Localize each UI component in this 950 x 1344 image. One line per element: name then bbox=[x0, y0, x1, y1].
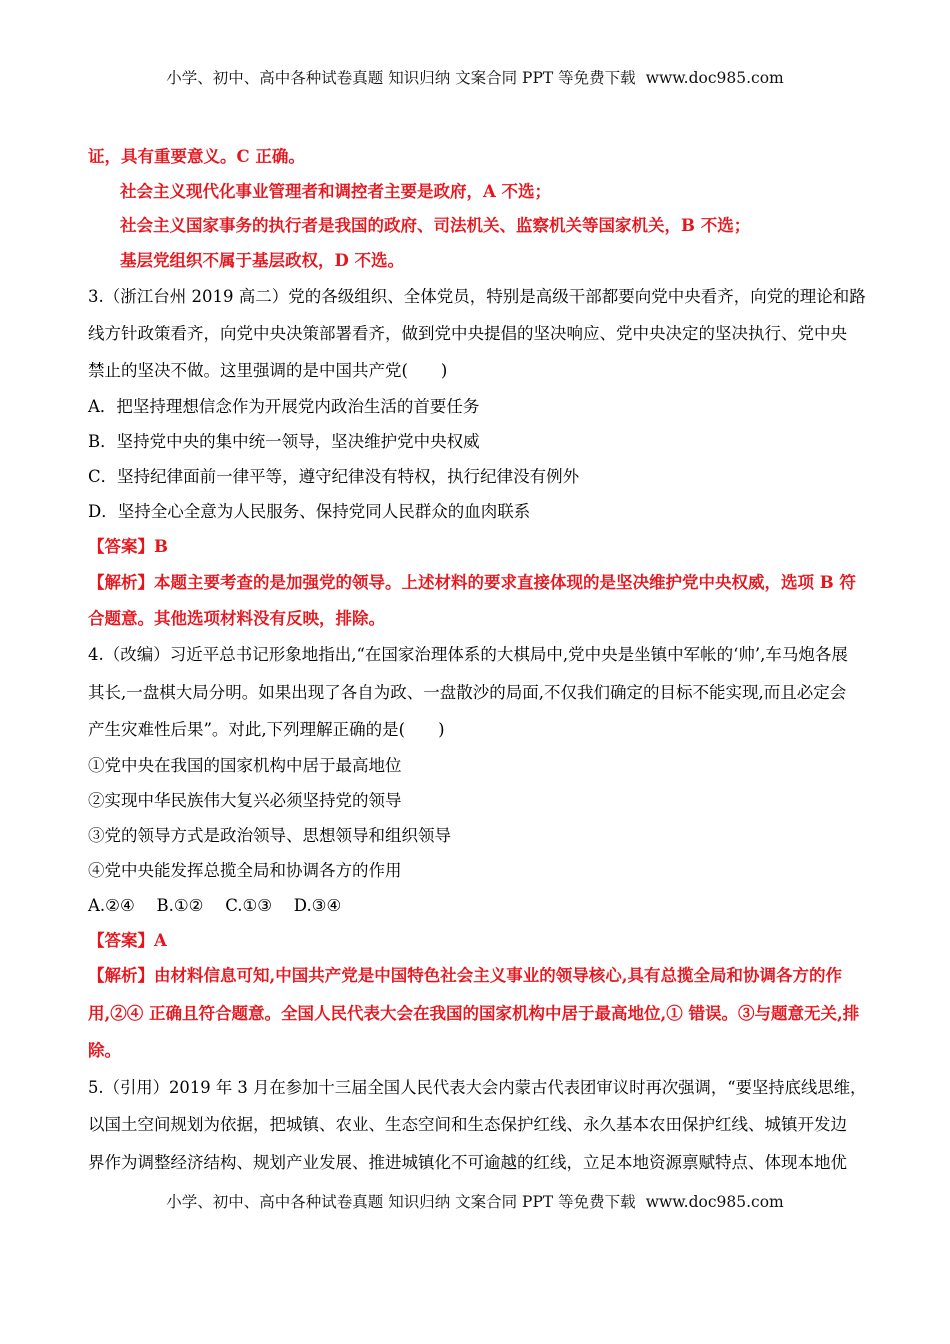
prev-analysis-line: 社会主义现代化事业管理者和调控者主要是政府，A 不选； bbox=[120, 182, 552, 201]
q4-analysis: 用,②④ 正确且符合题意。全国人民代表大会在我国的国家机构中居于最高地位,① 错误。③与题意无关,排 bbox=[88, 1004, 860, 1023]
footer-url[interactable]: www.doc985.com bbox=[645, 1193, 784, 1211]
q4-answer: 【答案】A bbox=[88, 931, 167, 950]
q3-option-a: A．把坚持理想信念作为开展党内政治生活的首要任务 bbox=[88, 397, 480, 416]
q3-analysis: 合题意。其他选项材料没有反映，排除。 bbox=[88, 609, 385, 628]
q4-stem: 其长,一盘棋大局分明。如果出现了各自为政、一盘散沙的局面,不仅我们确定的目标不能实现,而且必定会 bbox=[88, 683, 847, 702]
header-text: 小学、初中、高中各种试卷真题 知识归纳 文案合同 PPT 等免费下载 bbox=[166, 69, 636, 87]
q4-choices: A.②④ B.①② C.①③ D.③④ bbox=[88, 896, 342, 915]
q3-option-c: C．坚持纪律面前一律平等，遵守纪律没有特权，执行纪律没有例外 bbox=[88, 467, 580, 486]
q4-statement: ③党的领导方式是政治领导、思想领导和组织领导 bbox=[88, 826, 451, 845]
q4-statement: ④党中央能发挥总揽全局和协调各方的作用 bbox=[88, 861, 402, 880]
q3-stem: 3.（浙江台州 2019 高二）党的各级组织、全体党员，特别是高级干部都要向党中央看齐，向党的理论和路 bbox=[88, 287, 866, 306]
q3-analysis: 【解析】本题主要考查的是加强党的领导。上述材料的要求直接体现的是坚决维护党中央权威，选项 B 符 bbox=[88, 573, 856, 592]
page-footer bbox=[0, 1190, 950, 1212]
q4-stem: 产生灾难性后果”。对此,下列理解正确的是( ) bbox=[88, 720, 445, 739]
q4-statement: ①党中央在我国的国家机构中居于最高地位 bbox=[88, 756, 402, 775]
q3-option-b: B．坚持党中央的集中统一领导，坚决维护党中央权威 bbox=[88, 432, 480, 451]
prev-analysis-line: 证，具有重要意义。C 正确。 bbox=[88, 147, 305, 166]
q4-statement: ②实现中华民族伟大复兴必须坚持党的领导 bbox=[88, 791, 402, 810]
q4-analysis: 除。 bbox=[88, 1041, 121, 1060]
q4-stem: 4.（改编）习近平总书记形象地指出,“在国家治理体系的大棋局中,党中央是坐镇中军帐的‘帅’,车马炮各展 bbox=[88, 645, 848, 664]
q3-option-d: D．坚持全心全意为人民服务、保持党同人民群众的血肉联系 bbox=[88, 502, 531, 521]
page-header bbox=[0, 66, 950, 88]
q3-stem: 线方针政策看齐，向党中央决策部署看齐，做到党中央提倡的坚决响应、党中央决定的坚决执行、党中央 bbox=[88, 324, 847, 343]
q3-answer: 【答案】B bbox=[88, 537, 168, 556]
q5-stem: 5.（引用）2019 年 3 月在参加十三届全国人民代表大会内蒙古代表团审议时再次强调，“要坚持底线思维， bbox=[88, 1078, 867, 1097]
footer-text: 小学、初中、高中各种试卷真题 知识归纳 文案合同 PPT 等免费下载 bbox=[166, 1193, 636, 1211]
q3-stem: 禁止的坚决不做。这里强调的是中国共产党( ) bbox=[88, 361, 448, 380]
q4-analysis: 【解析】由材料信息可知,中国共产党是中国特色社会主义事业的领导核心,具有总揽全局和协调各方的作 bbox=[88, 966, 842, 985]
header-url[interactable]: www.doc985.com bbox=[645, 69, 784, 87]
prev-analysis-line: 基层党组织不属于基层政权，D 不选。 bbox=[120, 251, 405, 270]
q5-stem: 以国土空间规划为依据，把城镇、农业、生态空间和生态保护红线、永久基本农田保护红线、城镇开发边 bbox=[88, 1115, 847, 1134]
prev-analysis-line: 社会主义国家事务的执行者是我国的政府、司法机关、监察机关等国家机关，B 不选； bbox=[120, 216, 751, 235]
q5-stem: 界作为调整经济结构、规划产业发展、推进城镇化不可逾越的红线，立足本地资源禀赋特点、体现本地优 bbox=[88, 1153, 847, 1172]
